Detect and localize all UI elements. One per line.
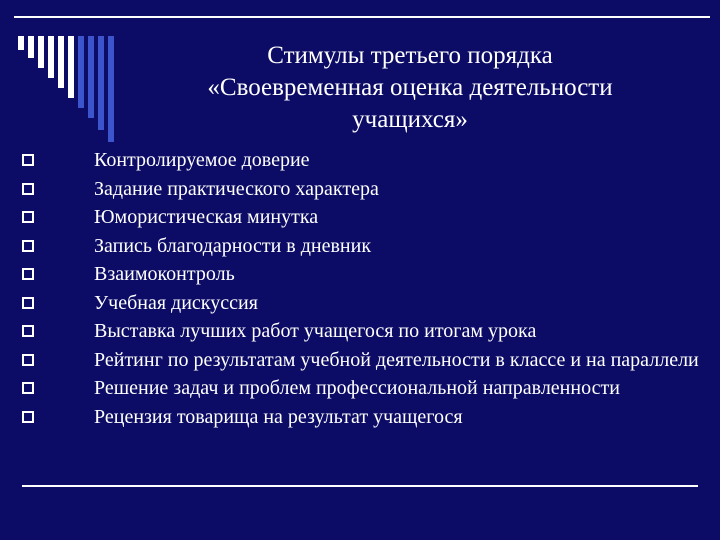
vertical-bars-decoration — [18, 36, 118, 146]
bullet-text: Юмористическая минутка — [94, 206, 319, 228]
list-item — [22, 377, 702, 401]
hollow-square-icon — [22, 183, 34, 195]
top-divider-line — [14, 16, 710, 18]
bottom-divider-line — [22, 485, 698, 487]
bullet-text: Запись благодарности в дневник — [94, 234, 372, 257]
bullet-text: Выставка лучших работ учащегося по итогам урока — [94, 320, 537, 342]
hollow-square-icon — [22, 297, 34, 309]
hollow-square-icon — [22, 240, 34, 252]
list-item — [22, 292, 702, 316]
hollow-square-icon — [22, 211, 34, 223]
list-item — [22, 263, 702, 287]
list-item — [22, 206, 702, 230]
hollow-square-icon — [22, 411, 34, 423]
hollow-square-icon — [22, 382, 34, 394]
slide-title: Стимулы третьего порядка «Своевременная оценка деятельности учащихся» — [207, 42, 613, 133]
bullet-text: Контролируемое доверие — [94, 149, 310, 171]
bullet-list — [22, 149, 702, 434]
list-item — [22, 349, 702, 373]
list-item — [22, 235, 702, 259]
bullet-text: Задание практического характера — [94, 177, 379, 200]
list-item — [22, 406, 702, 430]
bullet-text: Рецензия товарища на результат учащегося — [94, 405, 463, 428]
bullet-text: Решение задач и проблем профессиональной направленности — [94, 377, 620, 399]
hollow-square-icon — [22, 325, 34, 337]
bullet-text: Учебная дискуссия — [94, 291, 258, 314]
hollow-square-icon — [22, 354, 34, 366]
bullet-text: Рейтинг по результатам учебной деятельности в классе и на параллели — [94, 348, 699, 371]
list-item — [22, 178, 702, 202]
list-item — [22, 320, 702, 344]
hollow-square-icon — [22, 154, 34, 166]
hollow-square-icon — [22, 268, 34, 280]
list-item — [22, 149, 702, 173]
bullet-text: Взаимоконтроль — [94, 263, 235, 285]
